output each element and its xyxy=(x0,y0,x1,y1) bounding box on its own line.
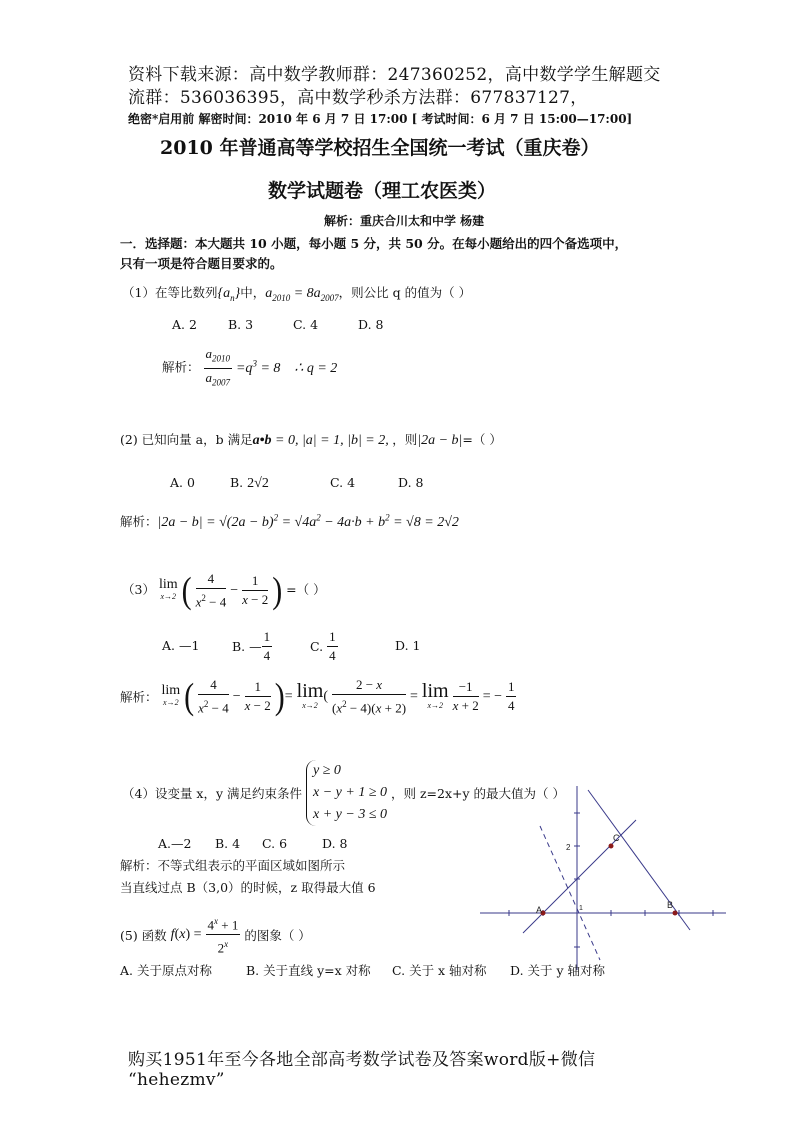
q4-option-c: C. 6 xyxy=(262,836,288,851)
label-a: A xyxy=(536,905,543,915)
question-5: (5) 函数 f(x) = $\frac{4^x + 1}{2^x}$ 的图象（ ） xyxy=(120,912,311,958)
point-c xyxy=(609,844,614,849)
label-b: B xyxy=(667,900,674,910)
q1-option-b: B. 3 xyxy=(228,317,254,332)
q5-option-b: B. 关于直线 y=x 对称 xyxy=(246,963,371,978)
q2-text-d: =（ ） xyxy=(462,432,502,447)
q3-option-a: A. —1 xyxy=(162,638,200,653)
q2-option-c: C. 4 xyxy=(330,475,356,490)
q3-option-d: D. 1 xyxy=(395,638,421,653)
q5-option-c: C. 关于 x 轴对称 xyxy=(392,963,487,978)
q2-solution-label: 解析： xyxy=(120,514,158,529)
q3-solution: 解析： lim x→2 ( $\frac{4}{x^2 - 4}$ − $\frac{1}{x - 2}$ )= lim x→2 ( $\frac{2 - x}{(x^2 - 4)(x + 2)}$ = lim x→2 $\frac{-1}{x + 2}$ = − $\frac{1}{4}$ xyxy=(120,675,515,717)
q1-option-c: C. 4 xyxy=(293,317,319,332)
q2-text-c: ，则 xyxy=(392,432,418,447)
q5-option-d: D. 关于 y 轴对称 xyxy=(510,963,606,978)
q4-text-a: （4）设变量 x，y 满足约束条件 xyxy=(122,786,303,801)
q2-condition: a•b xyxy=(252,433,272,448)
q2-solution: 解析：$|2a - b| = √(2a - b)^2 = √4a^2 - 4a\cdot b + b^2 = √8 = 2√2$ xyxy=(120,512,459,530)
footer-line-2: “hehezmv” xyxy=(128,1070,225,1090)
question-2: (2) 已知向量 a，b 满足a•b = 0, |a| = 1, |b| = 2, ，则|2a − b|=（ ） xyxy=(120,432,502,448)
q4-option-d: D. 8 xyxy=(322,836,348,851)
section-line-1: 一．选择题：本大题共 10 小题，每小题 5 分，共 50 分。在每小题给出的四个备选项中， xyxy=(120,236,628,251)
q3-option-b: B. — $\frac{1}{4}$ xyxy=(232,629,271,663)
paper-subtitle: 数学试题卷（理工农医类） xyxy=(268,180,497,202)
point-b xyxy=(673,911,678,916)
exam-title: 2010 年普通高等学校招生全国统一考试（重庆卷） xyxy=(160,137,600,159)
q5-text-b: 的图象（ ） xyxy=(244,927,311,943)
q5-option-a: A. 关于原点对称 xyxy=(120,963,212,978)
q5-text-a: (5) 函数 xyxy=(120,927,167,943)
source-line-2: 流群：536036395，高中数学秒杀方法群：677837127， xyxy=(128,88,588,108)
q4-constraints: y ≥ 0 x − y + 1 ≥ 0 x + y − 3 ≤ 0 xyxy=(306,760,387,826)
q1-option-d: D. 8 xyxy=(358,317,384,332)
q1-solution-label: 解析： xyxy=(162,359,200,375)
tick-label-2: 2 xyxy=(566,843,571,852)
q3-number: （3） xyxy=(122,582,155,598)
tick-label-1: 1 xyxy=(579,905,583,912)
feasible-region-graph xyxy=(478,782,728,972)
question-1 xyxy=(122,283,471,303)
q2-text-a: (2) 已知向量 a，b 满足 xyxy=(120,432,253,447)
q3-option-c: C. $\frac{1}{4}$ xyxy=(310,629,336,663)
q3-tail: =（ ） xyxy=(286,582,326,598)
label-c: C xyxy=(613,833,620,843)
secret-line: 绝密*启用前 解密时间：2010 年 6 月 7 日 17:00 [ 考试时间：6 月 7 日 15:00—17:00] xyxy=(128,112,633,126)
q4-option-a: A.—2 xyxy=(158,836,192,851)
footer-line-1: 购买1951年至今各地全部高考数学试卷及答案word版+微信 xyxy=(128,1050,596,1070)
analyst-line: 解析：重庆合川太和中学 杨建 xyxy=(324,214,485,228)
q2-option-a: A. 0 xyxy=(170,475,195,490)
source-line-1: 资料下载来源：高中数学教师群：247360252，高中数学学生解题交 xyxy=(128,65,661,85)
question-3: （3） lim x→2 ( $\frac{4}{x^2 - 4}$ − $\frac{1}{x - 2}$ ) =（ ） xyxy=(122,569,326,611)
q2-option-b: B. 2√2 xyxy=(230,475,269,491)
q4-solution-line-1: 解析：不等式组表示的平面区域如图所示 xyxy=(120,858,346,873)
q1-text-a: （1）在等比数列 xyxy=(122,285,218,300)
q1-option-a: A. 2 xyxy=(172,317,197,332)
q1-text-c: ，则公比 q 的值为（ ） xyxy=(338,285,472,300)
q3-solution-label: 解析： xyxy=(120,689,158,705)
q1-text-b: 中， xyxy=(240,285,266,300)
section-line-2: 只有一项是符合题目要求的。 xyxy=(120,256,283,271)
q2-option-d: D. 8 xyxy=(398,475,424,490)
q1-condition: $a_{2010} = 8a_{2007}$ xyxy=(265,286,339,303)
q4-solution-line-2: 当直线过点 B（3,0）的时候，z 取得最大值 6 xyxy=(120,880,376,895)
q1-sequence: $\{a_n\}$ xyxy=(217,286,241,303)
q4-text-b: ，则 z=2x+y 的最大值为（ ） xyxy=(391,786,566,801)
q4-option-b: B. 4 xyxy=(215,836,241,851)
q1-solution: 解析： $\frac{a_{2010}}{a_{2007}}$ $=q^3 = 8$ ∴ q = 2 xyxy=(162,346,338,388)
